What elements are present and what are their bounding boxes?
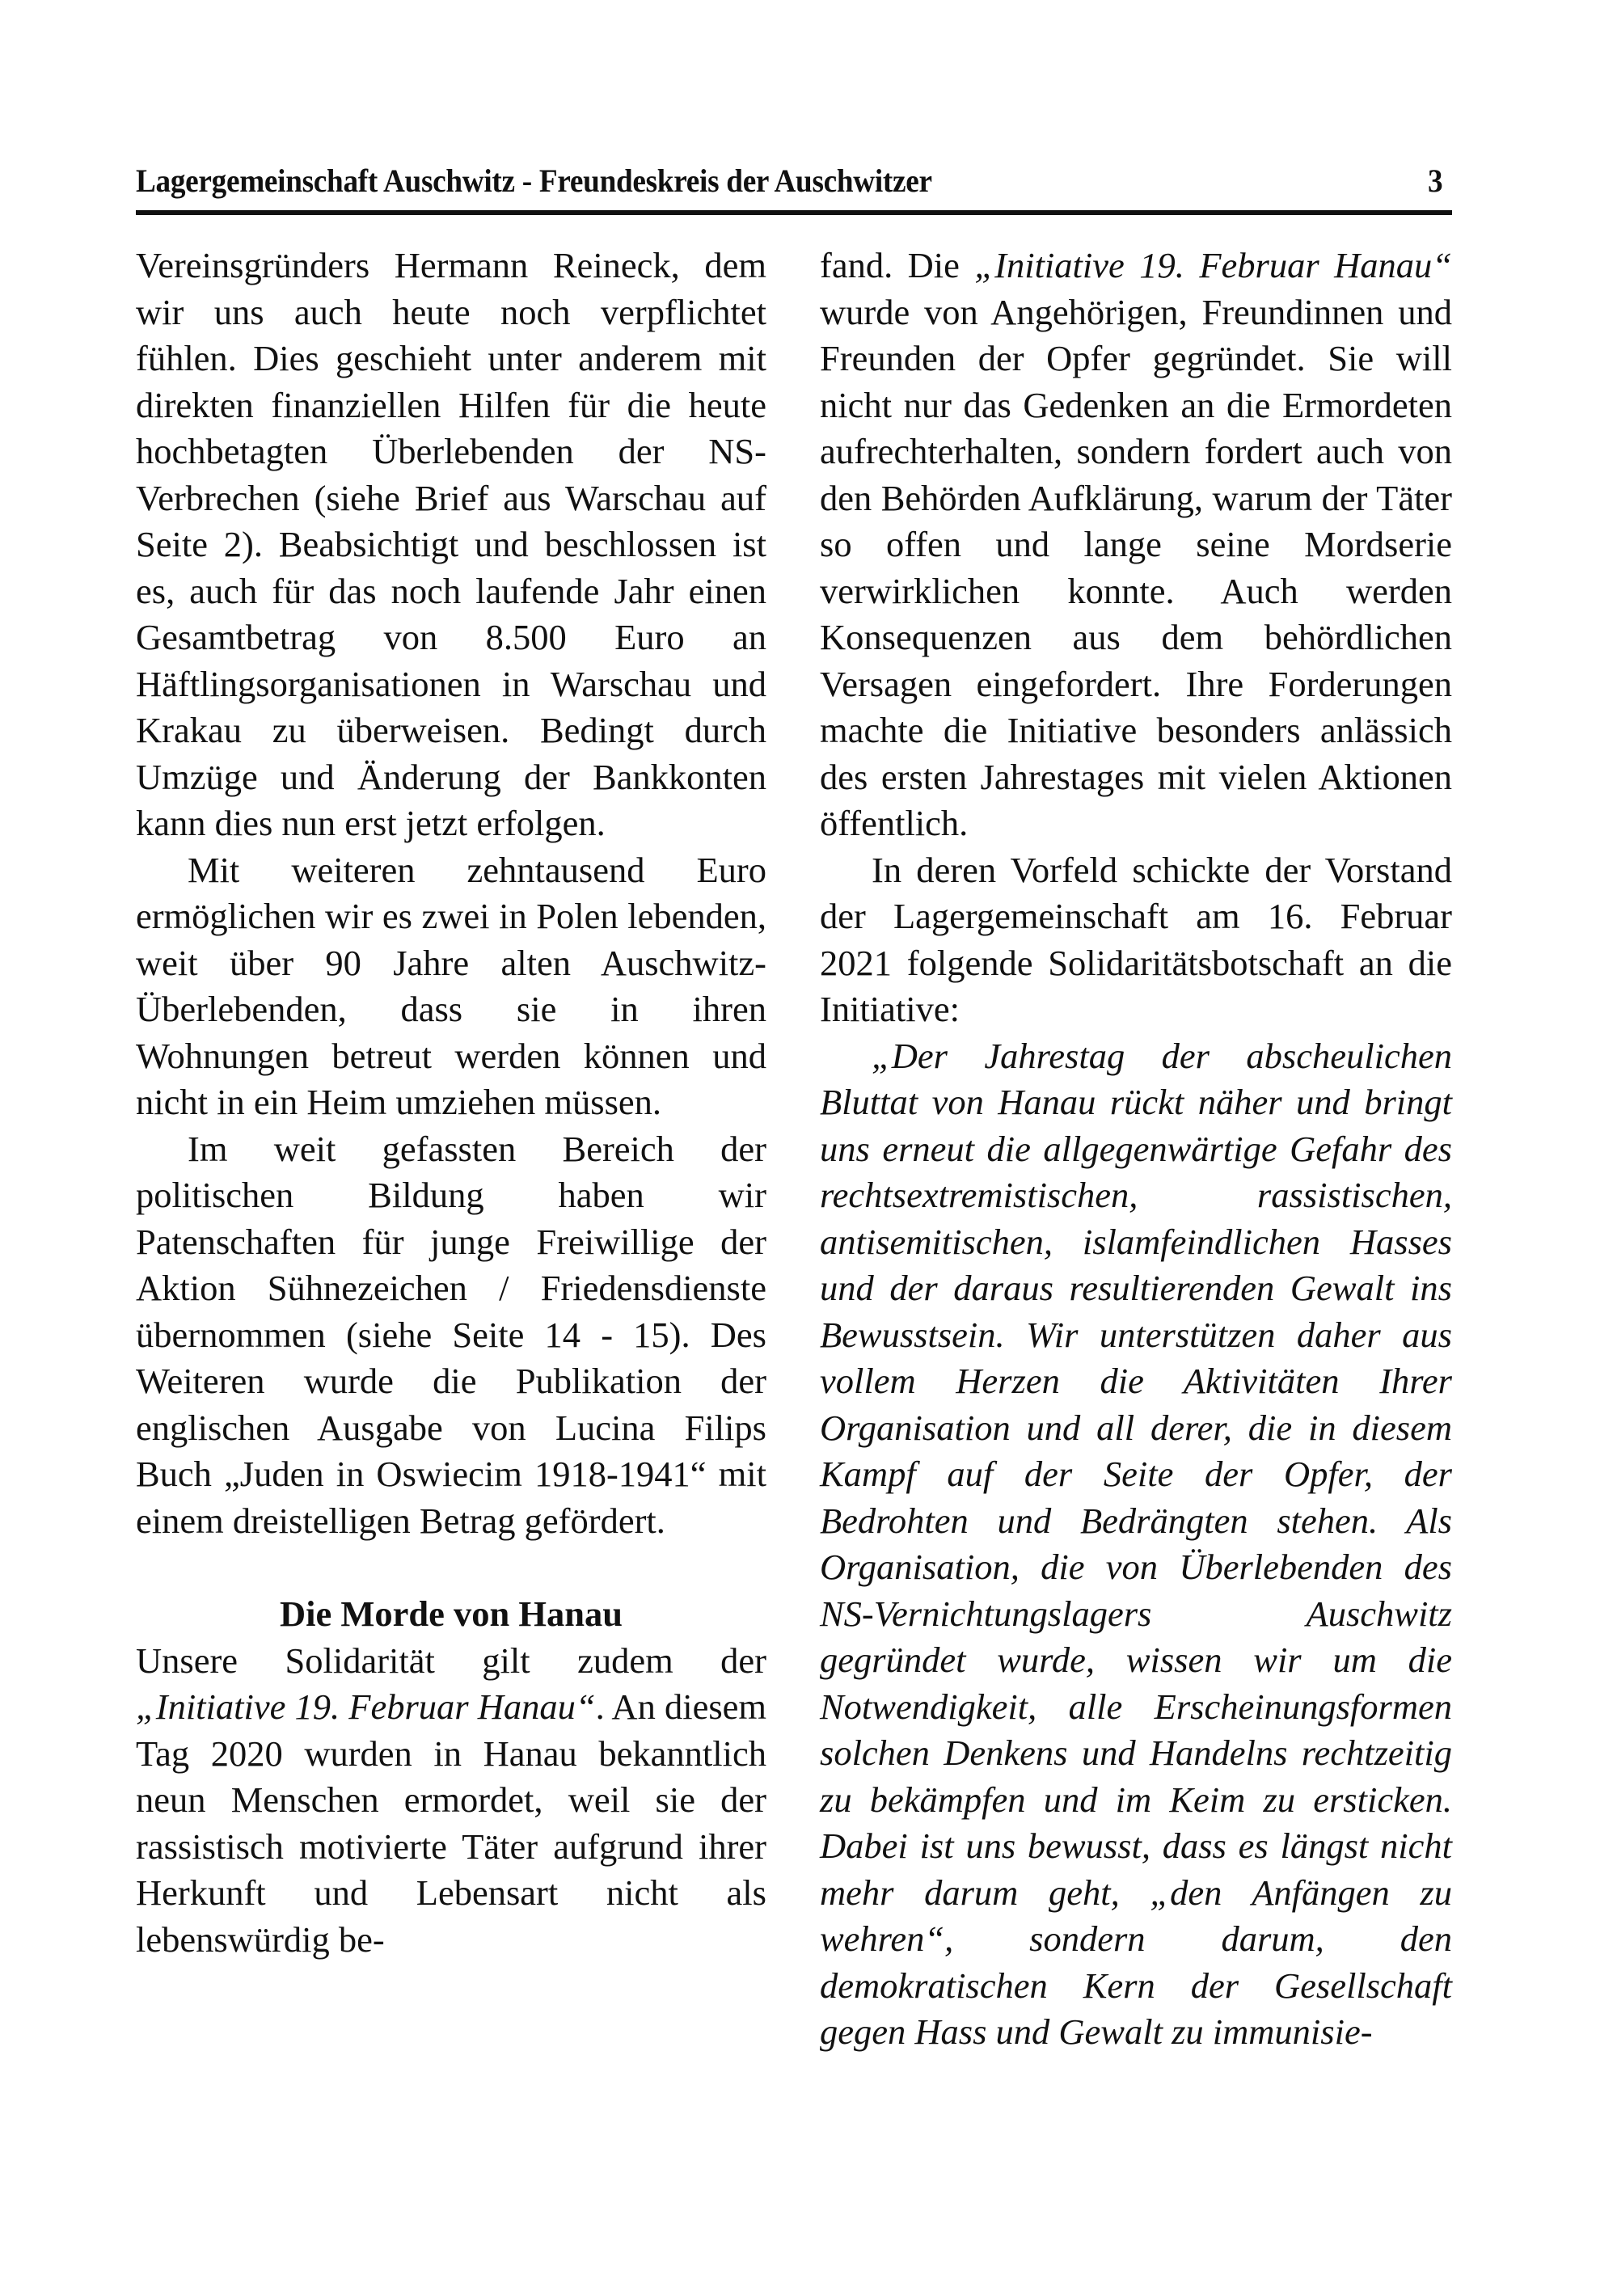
left-column: [136, 243, 766, 1963]
paragraph-political-education: Im weit gefassten Bereich der politischen Bildung haben wir Patenschaften für junge Freiwillige der Aktion Sühnezeichen / Friedensdienste übernommen (siehe Seite 14 - 15). Des Weiteren wurde die Publikation der englischen Ausgabe von Lucina Filips Buch „Juden in Oswiecim 1918-1941“ mit einem dreistelligen Betrag gefördert.: [136, 1128, 766, 1541]
initiative-name: „Initiative 19. Februar Hanau“: [974, 245, 1453, 285]
right-column: [820, 243, 1452, 2056]
section-heading: Die Morde von Hanau: [280, 1593, 623, 1634]
text-run: . An diesem Tag 2020 wurden in Hanau bekanntlich neun Menschen ermordet, weil sie der rassistisch motivierte Täter aufgrund ihrer Herkunft und Lebensart nicht als lebenswürdig be-: [136, 1686, 766, 1960]
page-number: 3: [1428, 162, 1443, 199]
paragraph-care-support: Mit weiteren zehntausend Euro ermöglichen wir es zwei in Polen lebenden, weit über 90 Jahre alten Auschwitz-Überlebenden, dass sie in ihren Wohnungen betreut werden können und nicht in ein Heim umziehen müssen.: [136, 849, 766, 1122]
text-run: fand. Die: [820, 245, 975, 285]
paragraph-donations: Vereinsgründers Hermann Reineck, dem wir uns auch heute noch verpflichtet fühlen. Dies geschieht unter anderem mit direkten finanziellen Hilfen für die heute hochbetagten Überlebenden der NS-Verbrechen (siehe Brief aus Warschau auf Seite 2). Beabsichtigt und beschlossen ist es, auch für das noch laufende Jahr einen Gesamtbetrag von 8.500 Euro an Häftlingsorganisationen in Warschau und Krakau zu überweisen. Bedingt durch Umzüge und Änderung der Bankkonten kann dies nun erst jetzt erfolgen.: [136, 245, 766, 843]
paragraph-message-intro: In deren Vorfeld schickte der Vorstand der Lagergemeinschaft am 16. Februar 2021 folgende Solidaritätsbotschaft an die Initiative:: [820, 849, 1452, 1029]
paragraph-hanau-solidarity: [136, 1638, 766, 1964]
text-run: wurde von Angehörigen, Freundinnen und Freunden der Opfer gegründet. Sie will nicht nur das Gedenken an die Ermordeten aufrechterhalten, sondern fordert auch von den Behörden Aufklärung, warum der Täter so offen und lange seine Mordserie verwirklichen konnte. Auch werden Konsequenzen aus dem behördlichen Versagen eingefordert. Ihre Forderungen machte die Initiative besonders anlässich des ersten Jahrestages mit vielen Aktionen öffentlich.: [820, 291, 1452, 843]
paragraph-initiative: [820, 243, 1452, 847]
publication-title: Lagergemeinschaft Auschwitz - Freundeskreis der Auschwitzer: [136, 162, 932, 199]
running-header: [136, 162, 1443, 210]
header-rule: [136, 210, 1452, 215]
text-run: Unsere Solidarität gilt zudem der: [136, 1640, 766, 1681]
solidarity-message-quote: „Der Jahrestag der abscheulichen Bluttat von Hanau rückt näher und bringt uns erneut die allgegenwärtige Gefahr des rechtsextremistischen, rassistischen, antisemitischen, islamfeindlichen Hasses und der daraus resultierenden Gewalt ins Bewusstsein. Wir unterstützen daher aus vollem Herzen die Aktivitäten Ihrer Organisation und all derer, die in diesem Kampf auf der Seite der Opfer, der Bedrohten und Bedrängten stehen. Als Organisation, die von Überlebenden des NS-Vernichtungslagers Auschwitz gegründet wurde, wissen wir um die Notwendigkeit, alle Erscheinungsformen solchen Denkens und Handelns rechtzeitig zu bekämpfen und im Keim zu ersticken. Dabei ist uns bewusst, dass es längst nicht mehr darum geht, „den Anfängen zu wehren“, sondern darum, den demokratischen Kern der Gesellschaft gegen Hass und Gewalt zu immunisie-: [820, 1035, 1452, 2052]
initiative-name: „Initiative 19. Februar Hanau“: [136, 1686, 596, 1727]
